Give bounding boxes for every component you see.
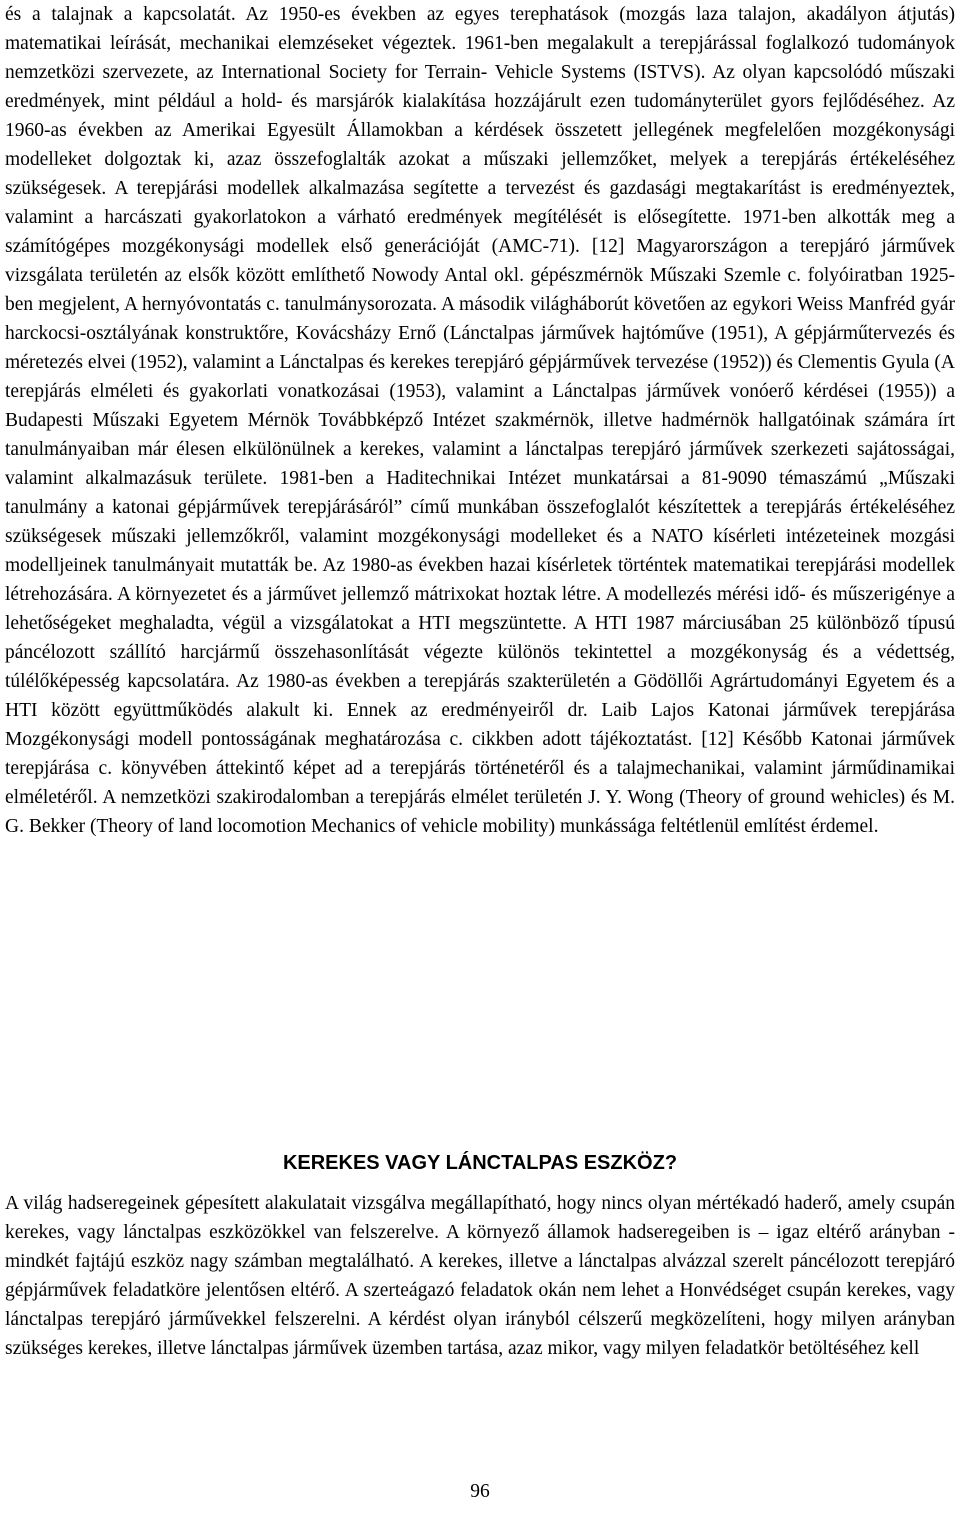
body-paragraph-wheeled-or-tracked: A világ hadseregeinek gépesített alakulatait vizsgálva megállapítható, hogy nincs olyan mértékadó haderő, amely csupán kerekes, vagy lánctalpas eszközökkel van felszerelve. A környező államok hadseregeiben is – igaz eltérő arányban - mindkét fajtájú eszköz nagy számban megtalálható. A kerekes, illetve a lánctalpas alvázzal szerelt páncélozott terepjáró gépjárművek feladatköre jelentősen eltérő. A szerteágazó feladatok okán nem lehet a Honvédséget csupán kerekes, vagy lánctalpas terepjáró járművekkel felszerelni. A kérdést olyan irányból célszerű megközelíteni, hogy milyen arányban szükséges kerekes, illetve lánctalpas járművek üzemben tartása, azaz mikor, vagy milyen feladatkör betöltéséhez kell <box>5 1193 955 1359</box>
body-paragraph-history: és a talajnak a kapcsolatát. Az 1950-es években az egyes terephatások (mozgás laza talajon, akadályon átjutás) matematikai leírását, mechanikai elemzéseket végeztek. 1961-ben megalakult a terepjárással foglalkozó tudományok nemzetközi szervezete, az International Society for Terrain- Vehicle Systems (ISTVS). Az olyan kapcsolódó műszaki eredmények, mint például a hold- és marsjárók kialakítása hozzájárult ezen tudományterület gyors fejlődéséhez. Az 1960-as években az Amerikai Egyesült Államokban a kérdések összetett jellegének megfelelően mozgékonysági modelleket dolgoztak ki, azaz összefoglalták azokat a műszaki jellemzőket, melyek a terepjárás értékeléséhez szükségesek. A terepjárási modellek alkalmazása segítette a tervezést és gazdasági megtakarítást is eredményeztek, valamint a harcászati gyakorlatokon a várható eredmények megítélését is elősegítette. 1971-ben alkották meg a számítógépes mozgékonysági modellek első generációját (AMC-71). [12] Magyarországon a terepjáró járművek vizsgálata területén az elsők között említhető Nowody Antal okl. gépészmérnök Műszaki Szemle c. folyóiratban 1925-ben megjelent, A hernyóvontatás c. tanulmánysorozata. A második világháborút követően az egykori Weiss Manfréd gyár harckocsi-osztályának konstruktőre, Kovácsházy Ernő (Lánctalpas járművek hajtóműve (1951), A gépjárműtervezés és méretezés elvei (1952), valamint a Lánctalpas és kerekes terepjáró gépjárművek tervezése (1952)) és Clementis Gyula (A terepjárás elméleti és gyakorlati vonatkozásai (1953), valamint a Lánctalpas járművek vonóerő kérdései (1955)) a Budapesti Műszaki Egyetem Mérnök Továbbképző Intézet szakmérnök, illetve hadmérnök hallgatóinak számára írt tanulmányaiban már élesen elkülönülnek a kerekes, valamint a lánctalpas terepjáró járművek szerkezeti sajátosságai, valamint alkalmazásuk területe. 1981-ben a Haditechnikai Intézet munkatársai a 81-9090 témaszámú „Műszaki tanulmány a katonai gépjárművek terepjárásáról” című munkában összefoglalót készítettek a terepjárás értékeléséhez szükségesek műszaki jellemzőkről, valamint mozgékonysági modelleket és a NATO kísérleti intézeteinek mozgási modelljeinek tanulmányait mutatták be. Az 1980-as években hazai kísérletek történtek matematikai terepjárási modellek létrehozására. A környezetet és a járművet jellemző mátrixokat hoztak létre. A modellezés mérési idő- és műszerigénye a lehetőségeket meghaladta, végül a vizsgálatokat a HTI megszüntette. A HTI 1987 márciusában 25 különböző típusú páncélozott szállító harcjármű összehasonlítását végezte különös tekintettel a mozgékonyság és a védettség, túlélőképesség kapcsolatára. Az 1980-as években a terepjárás szakterületén a Gödöllői Agrártudományi Egyetem és a HTI között együttműködés alakult ki. Ennek az eredményeiről dr. Laib Lajos Katonai járművek terepjárása Mozgékonysági modell pontosságának meghatározása c. cikkben adott tájékoztatást. [12] Később Katonai járművek terepjárása c. könyvében áttekintő képet ad a terepjárás történetéről és a talajmechanikai, valamint járműdinamikai elméletéről. A nemzetközi szakirodalomban a terepjárás elmélet területén J. Y. Wong (Theory of ground wehicles) és M. G. Bekker (Theory of land locomotion Mechanics of vehicle mobility) munkássága feltétlenül említést érdemel. <box>5 4 955 837</box>
section-heading: KEREKES VAGY LÁNCTALPAS ESZKÖZ? <box>282 1152 678 1174</box>
page-number: 96 <box>470 1481 490 1502</box>
